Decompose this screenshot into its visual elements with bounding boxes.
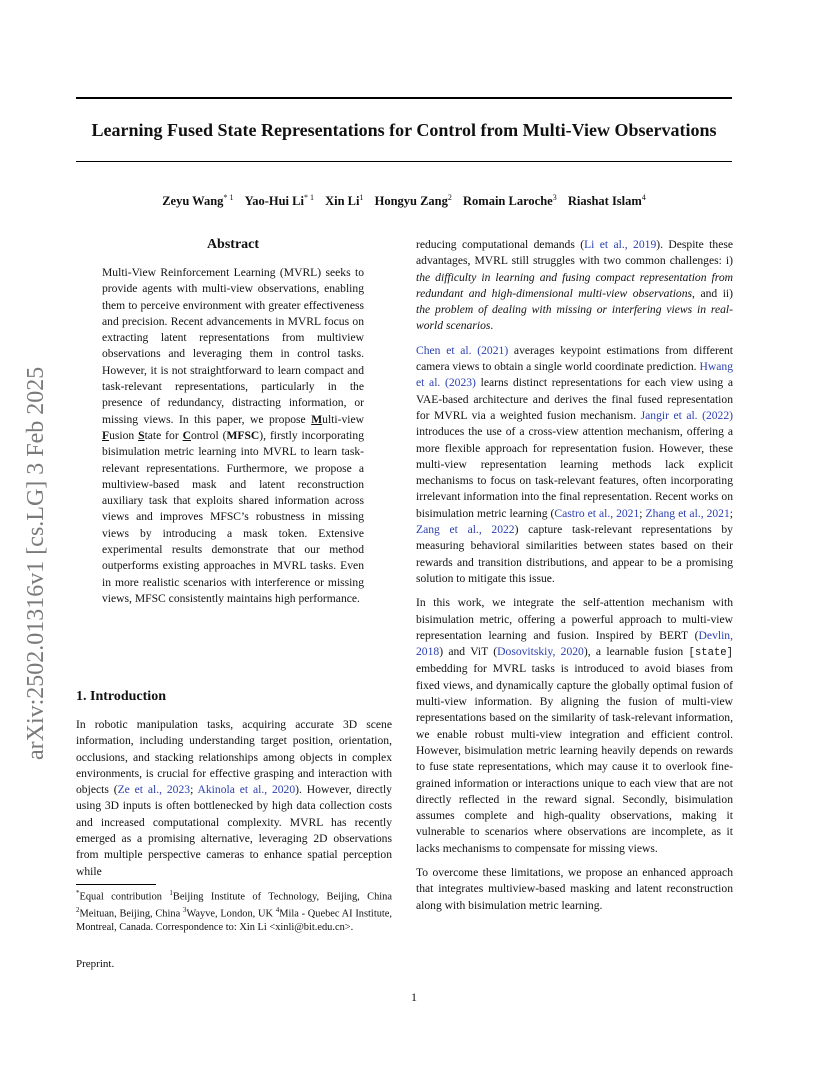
affiliations-footnote: *Equal contribution $^1$Beijing Institute of Technology, Beijing, China $^2$Meituan, Beijing, China $^3$Wayve, London, UK $^4$Mila - Quebec AI Institute, Montreal, Canada. Correspondence to: Xin Li <xinli@bit.edu.cn>. bbox=[76, 889, 392, 934]
abstract-section bbox=[102, 236, 364, 607]
citation-link[interactable]: Li et al., 2019 bbox=[584, 238, 657, 251]
introduction-section bbox=[76, 688, 392, 880]
paper-title: Learning Fused State Representations for Control from Multi-View Observations bbox=[91, 120, 717, 140]
author: Yao-Hui Li$^{* 1}$ bbox=[244, 193, 314, 209]
author: Zeyu Wang$^{* 1}$ bbox=[162, 193, 234, 209]
citation-link[interactable]: Zhang et al., 2021 bbox=[645, 506, 730, 520]
citation-link[interactable]: Devlin, 2018 bbox=[416, 628, 733, 659]
author: Hongyu Zang$^2$ bbox=[374, 193, 452, 209]
paragraph: Chen et al. (2021) averages keypoint estimations from different camera views to obtain a single world coordinate prediction. Hwang et al. (2023) learns distinct representations for each view using a VAE-based architecture and derives the final fused representation for MVRL via a weighted fusion mechanism. Jangir et al. (2022) introduces the use of a cross-view attention mechanism, offering a more flexible approach for representation fusion. However, these multi-view representation learning methods lack explicit mechanisms to focus on task-relevant features, often incorporating irrelevant information into the final representation. Recent works on bisimulation metric learning (Castro et al., 2021; Zhang et al., 2021; Zang et al., 2022) capture task-relevant representations by measuring behavioral similarities between states based on their rewards and transition distributions, and appear to be a promising solution to mitigate this issue. bbox=[416, 343, 733, 585]
footnote-rule bbox=[76, 884, 156, 885]
introduction-paragraph: In robotic manipulation tasks, acquiring accurate 3D scene information, including understanding target position, orientation, occlusions, and stacking relationships among objects in complex environments, is crucial for effective grasping and interaction with objects (Ze et al., 2023; Akinola et al., 2020). However, directly using 3D inputs is often bottlenecked by high data collection costs and increased computational complexity. MVRL has recently emerged as a promising alternative, leveraging 2D observations from multiple perspective cameras to enhance spatial perception while bbox=[76, 718, 392, 878]
citation-link[interactable]: Hwang et al. (2023) bbox=[416, 360, 733, 390]
abstract-heading: Abstract bbox=[206, 237, 260, 252]
title-bottom-rule bbox=[76, 161, 732, 162]
preprint-label: Preprint. bbox=[76, 958, 115, 970]
abstract-body: Multi-View Reinforcement Learning (MVRL) seeks to provide agents with multi-view observations, enabling them to perceive environment with greater effectiveness and precision. Recent advancements in MVRL focus on extracting latent representations from multiview observations and leveraging them in control tasks. However, it is not straightforward to learn compact and task-relevant representations, particularly in the presence of redundancy, distracting information, or missing views. In this paper, we propose Multi-view Fusion State for Control (MFSC), firstly incorporating bisimulation metric learning into MVRL to learn task-relevant representations. Furthermore, we propose a multiview-based mask and latent reconstruction auxiliary task that exploits shared information across views and improves MFSC’s robustness in missing views by introducing a mask token. Extensive experimental results demonstrate that our method outperforms existing approaches in MVRL tasks. Even in more realistic scenarios with interference or missing views, MFSC consistently maintains high performance. bbox=[102, 266, 364, 605]
right-column bbox=[416, 237, 733, 914]
arxiv-identifier: arXiv:2502.01316v1 [cs.LG] 3 Feb 2025 bbox=[23, 366, 49, 760]
author-list bbox=[76, 190, 732, 209]
citation-link[interactable]: Chen et al. (2021) bbox=[416, 343, 509, 357]
citation-link[interactable]: Akinola et al., 2020 bbox=[197, 783, 296, 797]
author: Xin Li$^1$ bbox=[325, 193, 364, 209]
author: Romain Laroche$^3$ bbox=[463, 193, 557, 209]
paragraph: reducing computational demands (Li et al., 2019). Despite these advantages, MVRL still struggles with two common challenges: i) the difficulty in learning and fusing compact representation from redundant and high-dimensional multi-view observations, and ii) the problem of dealing with missing or interfering views in real-world scenarios. bbox=[416, 238, 733, 333]
introduction-heading: 1. Introduction bbox=[76, 689, 166, 704]
author: Riashat Islam$^4$ bbox=[567, 193, 646, 209]
citation-link[interactable]: Castro et al., 2021 bbox=[554, 506, 640, 520]
page-number: 1 bbox=[411, 990, 417, 1004]
code-token: [state] bbox=[688, 647, 734, 660]
citation-link[interactable]: Jangir et al. (2022) bbox=[640, 408, 733, 422]
citation-link[interactable]: Dosovitskiy, 2020 bbox=[497, 645, 584, 659]
title-top-rule bbox=[76, 97, 732, 99]
paragraph: In this work, we integrate the self-attention mechanism with bisimulation metric, offering a powerful approach to multi-view representation learning and fusion. Inspired by BERT (Devlin, 2018) and ViT (Dosovitskiy, 2020), a learnable fusion [state] embedding for MVRL tasks is introduced to avoid biases from fixed views, and dynamically capture the globally optimal fusion of multi-view information. By aligning the fusion of multi-view representations based on the similarity of task-relevant information, we enable robust multi-view integration and efficient control. However, bisimulation metric learning heavily depends on rewards to fuse state representations, which may cause it to overlook fine-grained information or interactions unique to each view that are not directly reflected in the reward signal. Secondly, bisimulation assumes complete and high-quality observations, making it vulnerable to scenarios where observations are incomplete, as it lacks mechanisms to compensate for missing views. bbox=[416, 596, 734, 855]
citation-link[interactable]: Ze et al., 2023 bbox=[117, 783, 191, 797]
paragraph: To overcome these limitations, we propose an enhanced approach that integrates multiview-based masking and latent reconstruction along with bisimulation metric learning. bbox=[416, 865, 733, 912]
citation-link[interactable]: Zang et al., 2022 bbox=[416, 523, 515, 537]
